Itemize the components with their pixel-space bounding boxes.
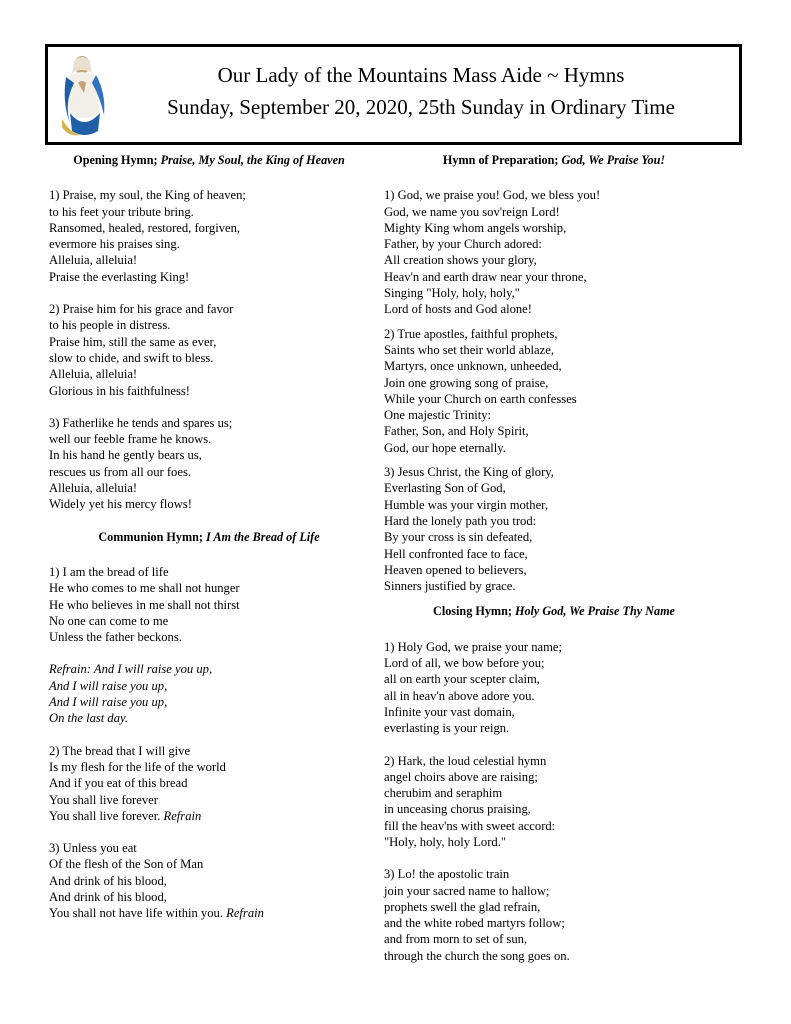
right-column xyxy=(384,152,724,980)
verse-line: 3) Lo! the apostolic train xyxy=(384,867,510,882)
verse-line: Alleluia, alleluia! xyxy=(49,481,138,496)
opening-verse-2 xyxy=(49,301,369,399)
verse-line: Of the flesh of the Son of Man xyxy=(49,857,204,872)
verse-line: And I will raise you up, xyxy=(49,695,168,710)
verse-line: Glorious in his faithfulness! xyxy=(49,383,190,398)
verse-line: One majestic Trinity: xyxy=(384,408,492,423)
verse-line: Praise the everlasting King! xyxy=(49,269,190,284)
verse-line: Humble was your virgin mother, xyxy=(384,497,549,512)
communion-hymn-heading xyxy=(49,529,369,545)
verse-line: angel choirs above are raising; xyxy=(384,769,538,784)
verse-line: and from morn to set of sun, xyxy=(384,932,528,947)
verse-line: Unless the father beckons. xyxy=(49,630,182,645)
verse-line: You shall live forever xyxy=(49,792,158,807)
verse-line: fill the heav'ns with sweet accord: xyxy=(384,818,556,833)
left-column xyxy=(49,152,369,938)
verse-line: rescues us from all our foes. xyxy=(49,464,191,479)
opening-hymn-heading xyxy=(49,152,369,168)
verse-line: 2) The bread that I will give xyxy=(49,743,191,758)
verse-line: 1) God, we praise you! God, we bless you! xyxy=(384,188,601,203)
hymn-label: Communion Hymn; xyxy=(98,529,203,544)
communion-verse-3 xyxy=(49,840,369,921)
verse-line: 2) Praise him for his grace and favor xyxy=(49,302,234,317)
hymn-name: Holy God, We Praise Thy Name xyxy=(514,604,675,619)
verse-line: 3) Unless you eat xyxy=(49,841,137,856)
verse-line: And drink of his blood, xyxy=(49,889,167,904)
verse-line: Hard the lonely path you trod: xyxy=(384,513,537,528)
verse-line: By your cross is sin defeated, xyxy=(384,530,533,545)
verse-line: God, we name you sov'reign Lord! xyxy=(384,204,560,219)
verse-line: Father, Son, and Holy Spirit, xyxy=(384,424,529,439)
verse-line xyxy=(49,905,369,921)
verse-line: 3) Jesus Christ, the King of glory, xyxy=(384,465,554,480)
verse-line: all in heav'n above adore you. xyxy=(384,688,535,703)
hymn-label: Closing Hymn; xyxy=(433,604,512,619)
verse-line: Hell confronted face to face, xyxy=(384,546,528,561)
verse-line xyxy=(49,808,369,824)
verse-line: Sinners justified by grace. xyxy=(384,579,516,594)
verse-line: And I will raise you up, xyxy=(49,678,168,693)
verse-line: all on earth your scepter claim, xyxy=(384,672,540,687)
verse-line: 1) Praise, my soul, the King of heaven; xyxy=(49,188,246,203)
opening-verse-1 xyxy=(49,187,369,285)
verse-line: to his people in distress. xyxy=(49,318,171,333)
verse-line: 1) Holy God, we praise your name; xyxy=(384,639,563,654)
verse-line: 3) Fatherlike he tends and spares us; xyxy=(49,415,233,430)
verse-line: Alleluia, alleluia! xyxy=(49,367,138,382)
verse-line: 1) I am the bread of life xyxy=(49,564,169,579)
closing-verse-2 xyxy=(384,753,724,851)
hymn-label: Opening Hymn; xyxy=(73,153,158,167)
verse-line: join your sacred name to hallow; xyxy=(384,883,550,898)
page-title: Our Lady of the Mountains Mass Aide ~ Hymns xyxy=(217,63,625,87)
verse-line: prophets swell the glad refrain, xyxy=(384,899,541,914)
verse-line: He who believes in me shall not thirst xyxy=(49,597,240,612)
verse-line: Martyrs, once unknown, unheeded, xyxy=(384,359,562,374)
closing-hymn-heading xyxy=(384,603,724,619)
preparation-verse-1 xyxy=(384,187,724,317)
verse-line-text: You shall live forever. xyxy=(49,808,161,823)
verse-line: All creation shows your glory, xyxy=(384,253,537,268)
refrain-tag: Refrain xyxy=(163,808,202,823)
verse-line: evermore his praises sing. xyxy=(49,237,180,252)
verse-line: No one can come to me xyxy=(49,613,169,628)
opening-verse-3 xyxy=(49,415,369,513)
verse-line: slow to chide, and swift to bless. xyxy=(49,350,214,365)
verse-line: Widely yet his mercy flows! xyxy=(49,497,192,512)
verse-line: through the church the song goes on. xyxy=(384,948,570,963)
verse-line: God, our hope eternally. xyxy=(384,440,506,455)
verse-line: Father, by your Church adored: xyxy=(384,237,542,252)
verse-line: "Holy, holy, holy Lord." xyxy=(384,834,506,849)
verse-line: And drink of his blood, xyxy=(49,873,167,888)
communion-refrain xyxy=(49,661,369,726)
verse-line: On the last day. xyxy=(49,711,129,726)
page-subtitle: Sunday, September 20, 2020, 25th Sunday in Ordinary Time xyxy=(167,95,675,119)
verse-line: Praise him, still the same as ever, xyxy=(49,334,217,349)
verse-line: He who comes to me shall not hunger xyxy=(49,581,240,596)
closing-verse-1 xyxy=(384,639,724,737)
hymn-name: God, We Praise You! xyxy=(561,153,666,167)
communion-verse-2 xyxy=(49,743,369,824)
verse-line: well our feeble frame he knows. xyxy=(49,432,212,447)
verse-line: Mighty King whom angels worship, xyxy=(384,220,567,235)
verse-line: Saints who set their world ablaze, xyxy=(384,342,554,357)
verse-line: 2) True apostles, faithful prophets, xyxy=(384,326,558,341)
verse-line: In his hand he gently bears us, xyxy=(49,448,202,463)
verse-line: Lord of all, we bow before you; xyxy=(384,656,545,671)
refrain-tag: Refrain xyxy=(226,906,264,921)
verse-line: Infinite your vast domain, xyxy=(384,704,515,719)
preparation-verse-3 xyxy=(384,464,724,594)
verse-line: While your Church on earth confesses xyxy=(384,391,577,406)
verse-line: 2) Hark, the loud celestial hymn xyxy=(384,753,547,768)
verse-line: to his feet your tribute bring. xyxy=(49,204,194,219)
verse-line: in unceasing chorus praising, xyxy=(384,802,531,817)
verse-line: Join one growing song of praise, xyxy=(384,375,549,390)
communion-verse-1 xyxy=(49,564,369,645)
preparation-hymn-heading xyxy=(384,152,724,168)
verse-line: Heaven opened to believers, xyxy=(384,562,527,577)
verse-line: cherubim and seraphim xyxy=(384,786,503,801)
verse-line: Lord of hosts and God alone! xyxy=(384,302,532,317)
hymn-name: I Am the Bread of Life xyxy=(206,529,320,544)
verse-line: Is my flesh for the life of the world xyxy=(49,759,226,774)
verse-line: Singing "Holy, holy, holy," xyxy=(384,286,520,301)
verse-line: Everlasting Son of God, xyxy=(384,481,506,496)
verse-line-text: You shall not have life within you. xyxy=(49,906,223,921)
hymn-label: Hymn of Preparation; xyxy=(442,153,559,167)
verse-line: everlasting is your reign. xyxy=(384,721,510,736)
verse-line: and the white robed martyrs follow; xyxy=(384,916,565,931)
header-box xyxy=(45,44,742,145)
verse-line: Alleluia, alleluia! xyxy=(49,253,138,268)
verse-line: Heav'n and earth draw near your throne, xyxy=(384,269,587,284)
closing-verse-3 xyxy=(384,866,724,964)
verse-line: Ransomed, healed, restored, forgiven, xyxy=(49,220,241,235)
preparation-verse-2 xyxy=(384,326,724,456)
verse-line: Refrain: And I will raise you up, xyxy=(49,662,213,677)
hymn-name: Praise, My Soul, the King of Heaven xyxy=(160,153,345,167)
verse-line: And if you eat of this bread xyxy=(49,776,188,791)
virgin-mary-icon xyxy=(60,53,108,139)
